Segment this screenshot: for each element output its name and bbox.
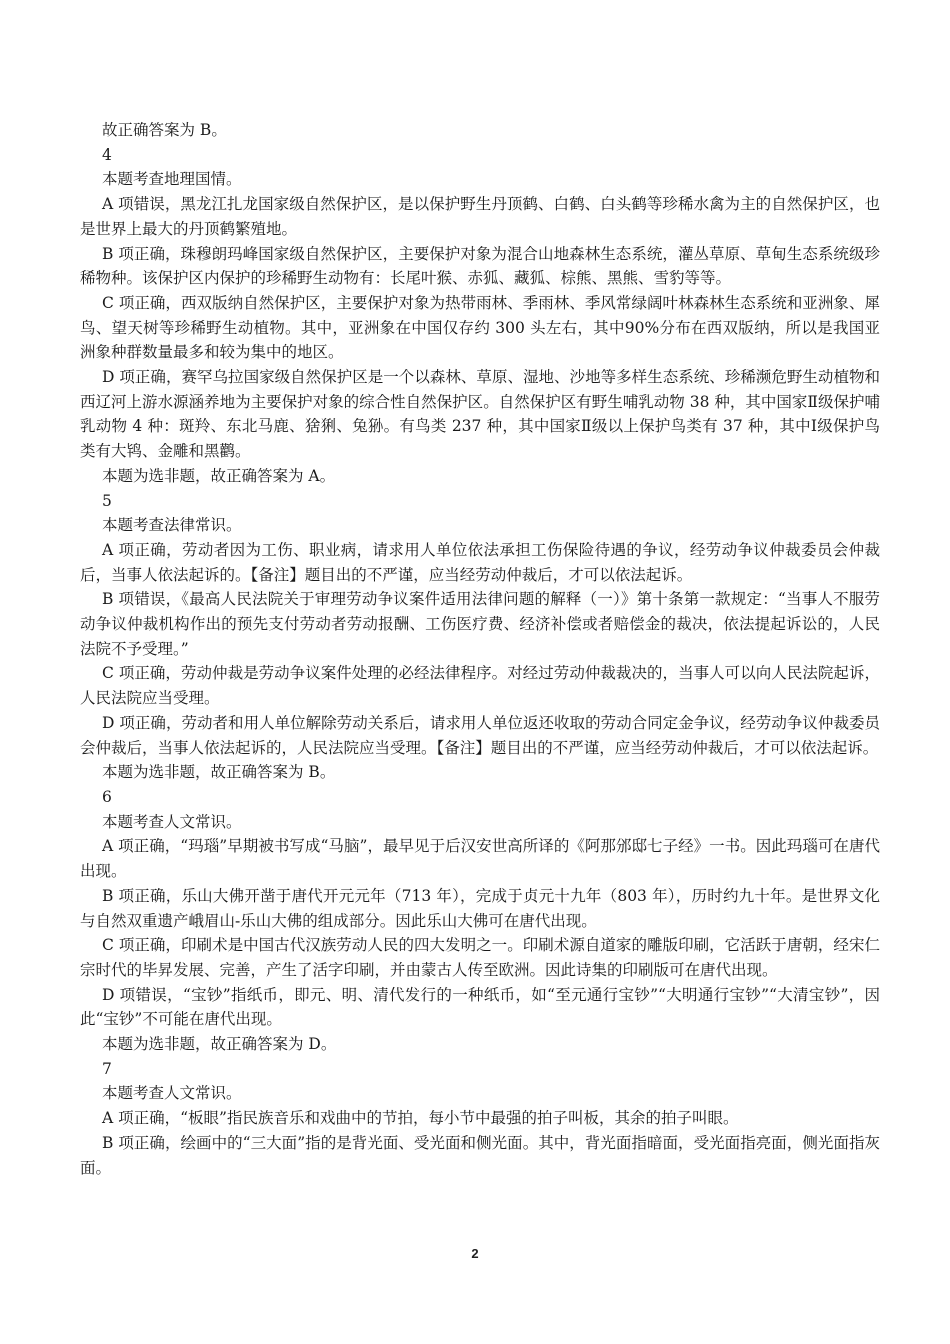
paragraph: B 项正确，珠穆朗玛峰国家级自然保护区，主要保护对象为混合山地森林生态系统，灌丛草原、草甸生态系统级珍稀物种。该保护区内保护的珍稀野生动物有：长尾叶猴、赤狐、藏狐、棕熊、黑熊、雪豹等等。 [80, 244, 880, 288]
paragraph: 本题考查地理国情。 [102, 170, 242, 189]
paragraph: D 项错误，“宝钞”指纸币，即元、明、清代发行的一种纸币，如“至元通行宝钞”“大明通行宝钞”“大清宝钞”，因此“宝钞”不可能在唐代出现。 [80, 985, 880, 1029]
paragraph: B 项错误，《最高人民法院关于审理劳动争议案件适用法律问题的解释（一）》第十条第一款规定：“当事人不服劳动争议仲裁机构作出的预先支付劳动者劳动报酬、工伤医疗费、经济补偿或者赔偿金的裁决，依法提起诉讼的，人民法院不予受理。” [80, 590, 880, 658]
paragraph: C 项正确，西双版纳自然保护区，主要保护对象为热带雨林、季雨林、季风常绿阔叶林森林生态系统和亚洲象、犀鸟、望天树等珍稀野生动植物。其中，亚洲象在中国仅存约 300 头左右，其中90%分布在西双版纳，所以是我国亚洲象种群数量最多和较为集中的地区。 [80, 293, 880, 362]
paragraph: D 项正确，劳动者和用人单位解除劳动关系后，请求用人单位返还收取的劳动合同定金争议，经劳动争议仲裁委员会仲裁后，当事人依法起诉的，人民法院应当受理。【备注】题目出的不严谨，应当经劳动仲裁后，才可以依法起诉。 [80, 713, 880, 757]
paragraph: D 项正确，赛罕乌拉国家级自然保护区是一个以森林、草原、湿地、沙地等多样生态系统、珍稀濒危野生动植物和西辽河上游水源涵养地为主要保护对象的综合性自然保护区。自然保护区有野生哺乳动物 38 种，其中国家Ⅱ级保护哺乳动物 4 种：斑羚、东北马鹿、猞猁、兔狲。有鸟类 237 种，其中国家Ⅱ级以上保护鸟类有 37 种，其中Ⅰ级保护鸟类有大鸨、金雕和黑鹳。 [80, 368, 880, 461]
question-number: 6 [102, 787, 112, 806]
question-number: 5 [102, 491, 112, 510]
paragraph: B 项正确，绘画中的“三大面”指的是背光面、受光面和侧光面。其中，背光面指暗面，受光面指亮面，侧光面指灰面。 [80, 1133, 880, 1177]
paragraph: A 项错误，黑龙江扎龙国家级自然保护区，是以保护野生丹顶鹤、白鹤、白头鹤等珍稀水禽为主的自然保护区，也是世界上最大的丹顶鹤繁殖地。 [80, 195, 880, 238]
question-number: 7 [102, 1059, 112, 1078]
paragraph: B 项正确，乐山大佛开凿于唐代开元元年（713 年），完成于贞元十九年（803 年），历时约九十年。是世界文化与自然双重遗产峨眉山-乐山大佛的组成部分。因此乐山大佛可在唐代出现。 [80, 886, 880, 930]
paragraph: 本题为选非题，故正确答案为 A。 [102, 466, 336, 485]
answer-explanations [80, 118, 880, 1180]
paragraph: A 项正确，劳动者因为工伤、职业病，请求用人单位依法承担工伤保险待遇的争议，经劳动争议仲裁委员会仲裁后，当事人依法起诉的。【备注】题目出的不严谨，应当经劳动仲裁后，才可以依法起诉。 [80, 540, 880, 584]
paragraph: 本题考查法律常识。 [102, 516, 242, 535]
page-number: 2 [471, 1246, 479, 1261]
paragraph: C 项正确，印刷术是中国古代汉族劳动人民的四大发明之一。印刷术源自道家的雕版印刷，它活跃于唐朝，经宋仁宗时代的毕昇发展、完善，产生了活字印刷，并由蒙古人传至欧洲。因此诗集的印刷版可在唐代出现。 [80, 936, 880, 979]
paragraph: 本题考查人文常识。 [102, 1084, 242, 1103]
paragraph: 故正确答案为 B。 [102, 121, 227, 139]
paragraph: A 项正确，“板眼”指民族音乐和戏曲中的节拍，每小节中最强的拍子叫板，其余的拍子叫眼。 [102, 1109, 739, 1128]
paragraph: 本题为选非题，故正确答案为 D。 [102, 1035, 337, 1054]
paragraph: C 项正确，劳动仲裁是劳动争议案件处理的必经法律程序。对经过劳动仲裁裁决的，当事人可以向人民法院起诉，人民法院应当受理。 [80, 664, 880, 708]
paragraph: A 项正确，“玛瑙”早期被书写成“马脑”，最早见于后汉安世高所译的《阿那邠邸七子经》一书。因此玛瑙可在唐代出现。 [80, 837, 880, 881]
question-number: 4 [102, 145, 112, 164]
paragraph: 本题考查人文常识。 [102, 812, 242, 831]
paragraph: 本题为选非题，故正确答案为 B。 [102, 763, 336, 782]
